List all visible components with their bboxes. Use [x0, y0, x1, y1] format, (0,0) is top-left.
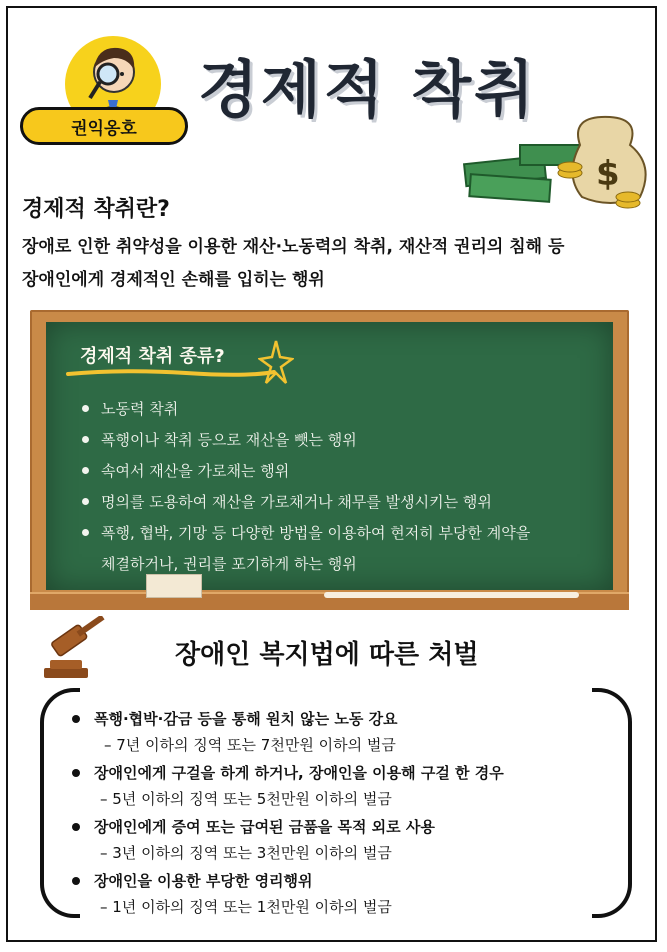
board-title: 경제적 착취 종류? — [80, 346, 225, 367]
penalty-item-sub: – 5년 이하의 징역 또는 5천만원 이하의 벌금 — [100, 790, 392, 808]
chalk-stick — [324, 592, 579, 598]
eraser — [146, 574, 202, 598]
penalty-item: 장애인을 이용한 부당한 영리행위 — [72, 870, 313, 891]
board-item: 속여서 재산을 가로채는 행위 — [82, 460, 289, 481]
star-icon — [258, 337, 294, 387]
page-title: 경제적 착취 — [198, 53, 538, 126]
penalty-item: 장애인에게 구걸을 하게 하거나, 장애인을 이용해 구걸 한 경우 — [72, 762, 504, 783]
money-bag-icon — [460, 105, 650, 210]
penalty-title: 장애인 복지법에 따른 처벌 — [175, 640, 479, 670]
svg-text:$: $ — [596, 154, 620, 194]
category-badge: 권익옹호 — [20, 107, 188, 145]
definition-heading: 경제적 착취란? — [22, 197, 170, 222]
penalty-item: 장애인에게 증여 또는 급여된 금품을 목적 외로 사용 — [72, 816, 435, 837]
penalty-item: 폭행·협박·감금 등을 통해 원치 않는 노동 강요 — [72, 708, 398, 729]
board-item: 폭행이나 착취 등으로 재산을 뺏는 행위 — [82, 429, 357, 450]
board-item: 노동력 착취 — [82, 398, 178, 419]
definition-line-1: 장애로 인한 취약성을 이용한 재산·노동력의 착취, 재산적 권리의 침해 등 — [22, 237, 565, 257]
penalty-item-sub: – 7년 이하의 징역 또는 7천만원 이하의 벌금 — [104, 736, 396, 754]
board-item: 명의를 도용하여 재산을 가로채거나 채무를 발생시키는 행위 — [82, 491, 492, 512]
chalk-underline — [66, 368, 276, 378]
right-bracket — [592, 688, 632, 918]
gavel-icon — [36, 616, 112, 684]
board-item: 폭행, 협박, 기망 등 다양한 방법을 이용하여 현저히 부당한 계약을 — [82, 522, 530, 543]
penalty-item-sub: – 3년 이하의 징역 또는 3천만원 이하의 벌금 — [100, 844, 392, 862]
penalty-item-sub: – 1년 이하의 징역 또는 1천만원 이하의 벌금 — [100, 898, 392, 916]
definition-line-2: 장애인에게 경제적인 손해를 입히는 행위 — [22, 270, 325, 290]
board-item-continuation: 체결하거나, 권리를 포기하게 하는 행위 — [101, 555, 357, 573]
